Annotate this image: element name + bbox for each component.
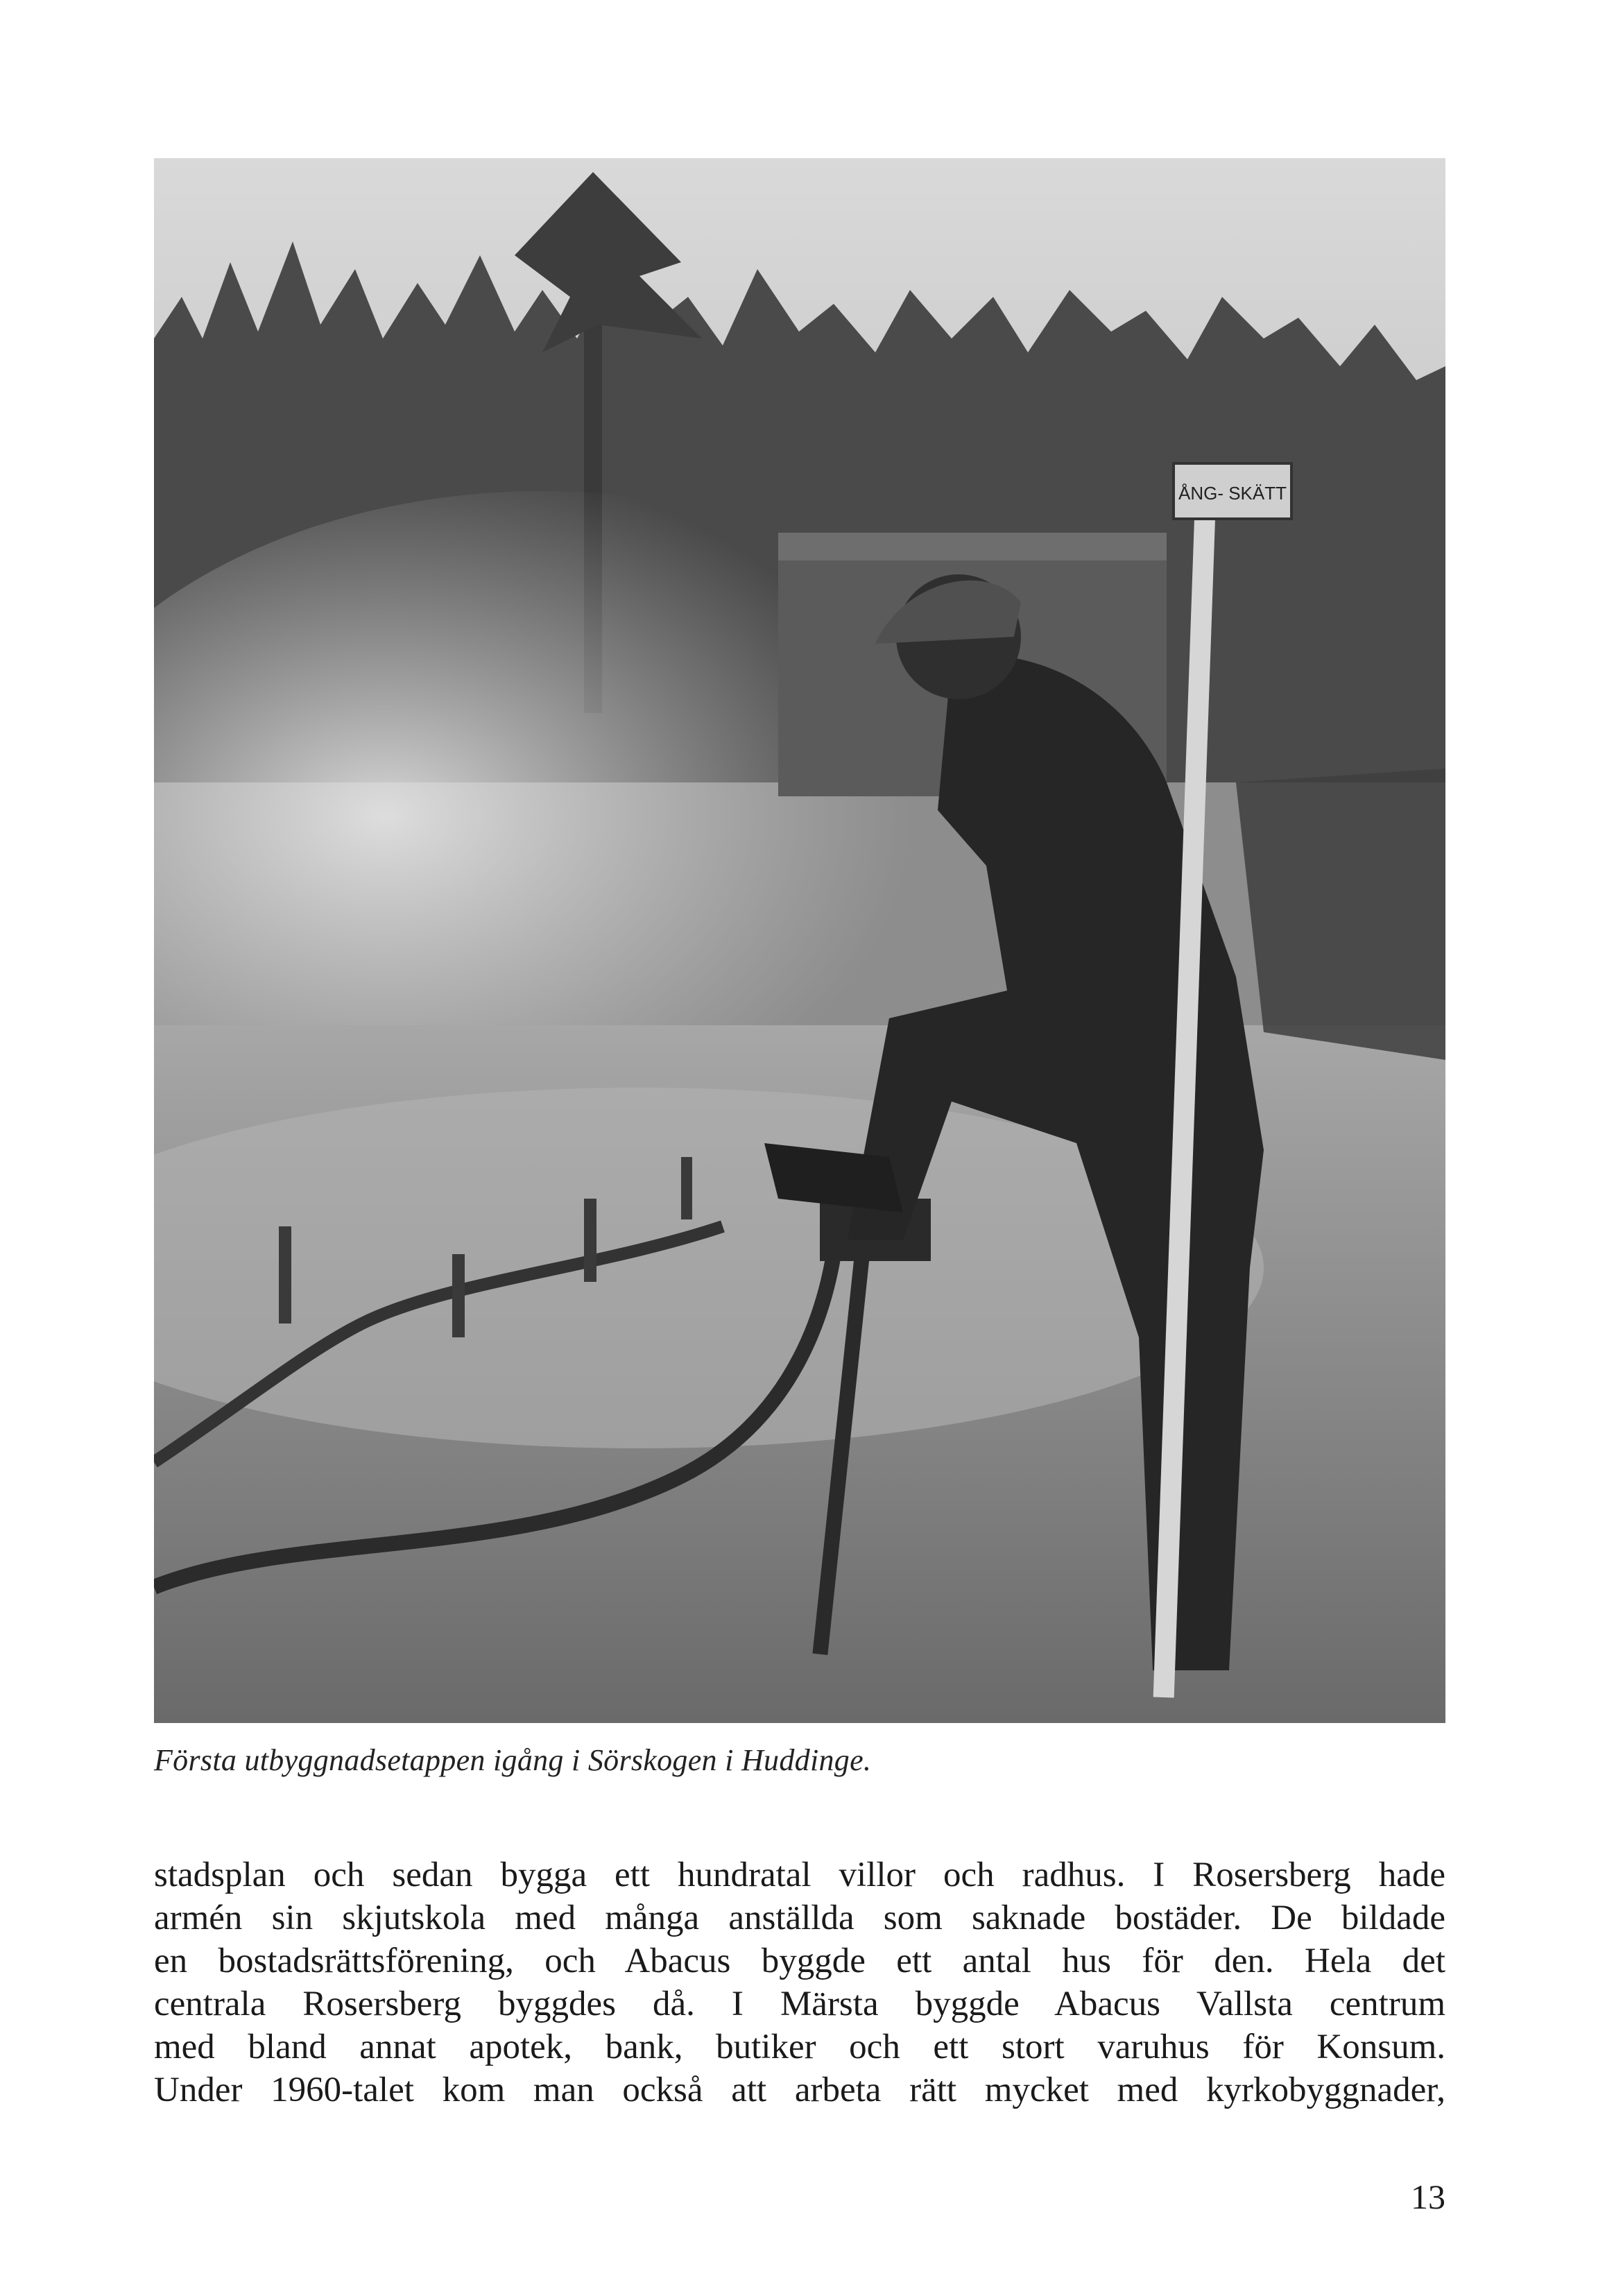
sign-text: ÅNG- SKÄTT	[1178, 483, 1287, 504]
photo-illustration	[154, 158, 1445, 1723]
figure-caption: Första utbyggnadsetappen igång i Sörskogen i Huddinge.	[154, 1743, 872, 1777]
body-line-3: en bostadsrättsförening, och Abacus byggde ett antal hus för den. Hela det	[154, 1942, 1445, 1980]
construction-photo	[154, 158, 1445, 1723]
page-number: 13	[1411, 2177, 1445, 2216]
body-paragraph	[154, 1853, 1445, 2111]
body-line-6: Under 1960-talet kom man också att arbeta rätt mycket med kyrkobyggnader,	[154, 2071, 1445, 2109]
body-line-4: centrala Rosersberg byggdes då. I Märsta byggde Abacus Vallsta centrum	[154, 1985, 1445, 2023]
body-line-5: med bland annat apotek, bank, butiker och ett stort varuhus för Konsum.	[154, 2028, 1445, 2066]
body-line-1: stadsplan och sedan bygga ett hundratal villor och radhus. I Rosersberg hade	[154, 1856, 1445, 1894]
body-line-2: armén sin skjutskola med många anställda som saknade bostäder. De bildade	[154, 1899, 1445, 1937]
